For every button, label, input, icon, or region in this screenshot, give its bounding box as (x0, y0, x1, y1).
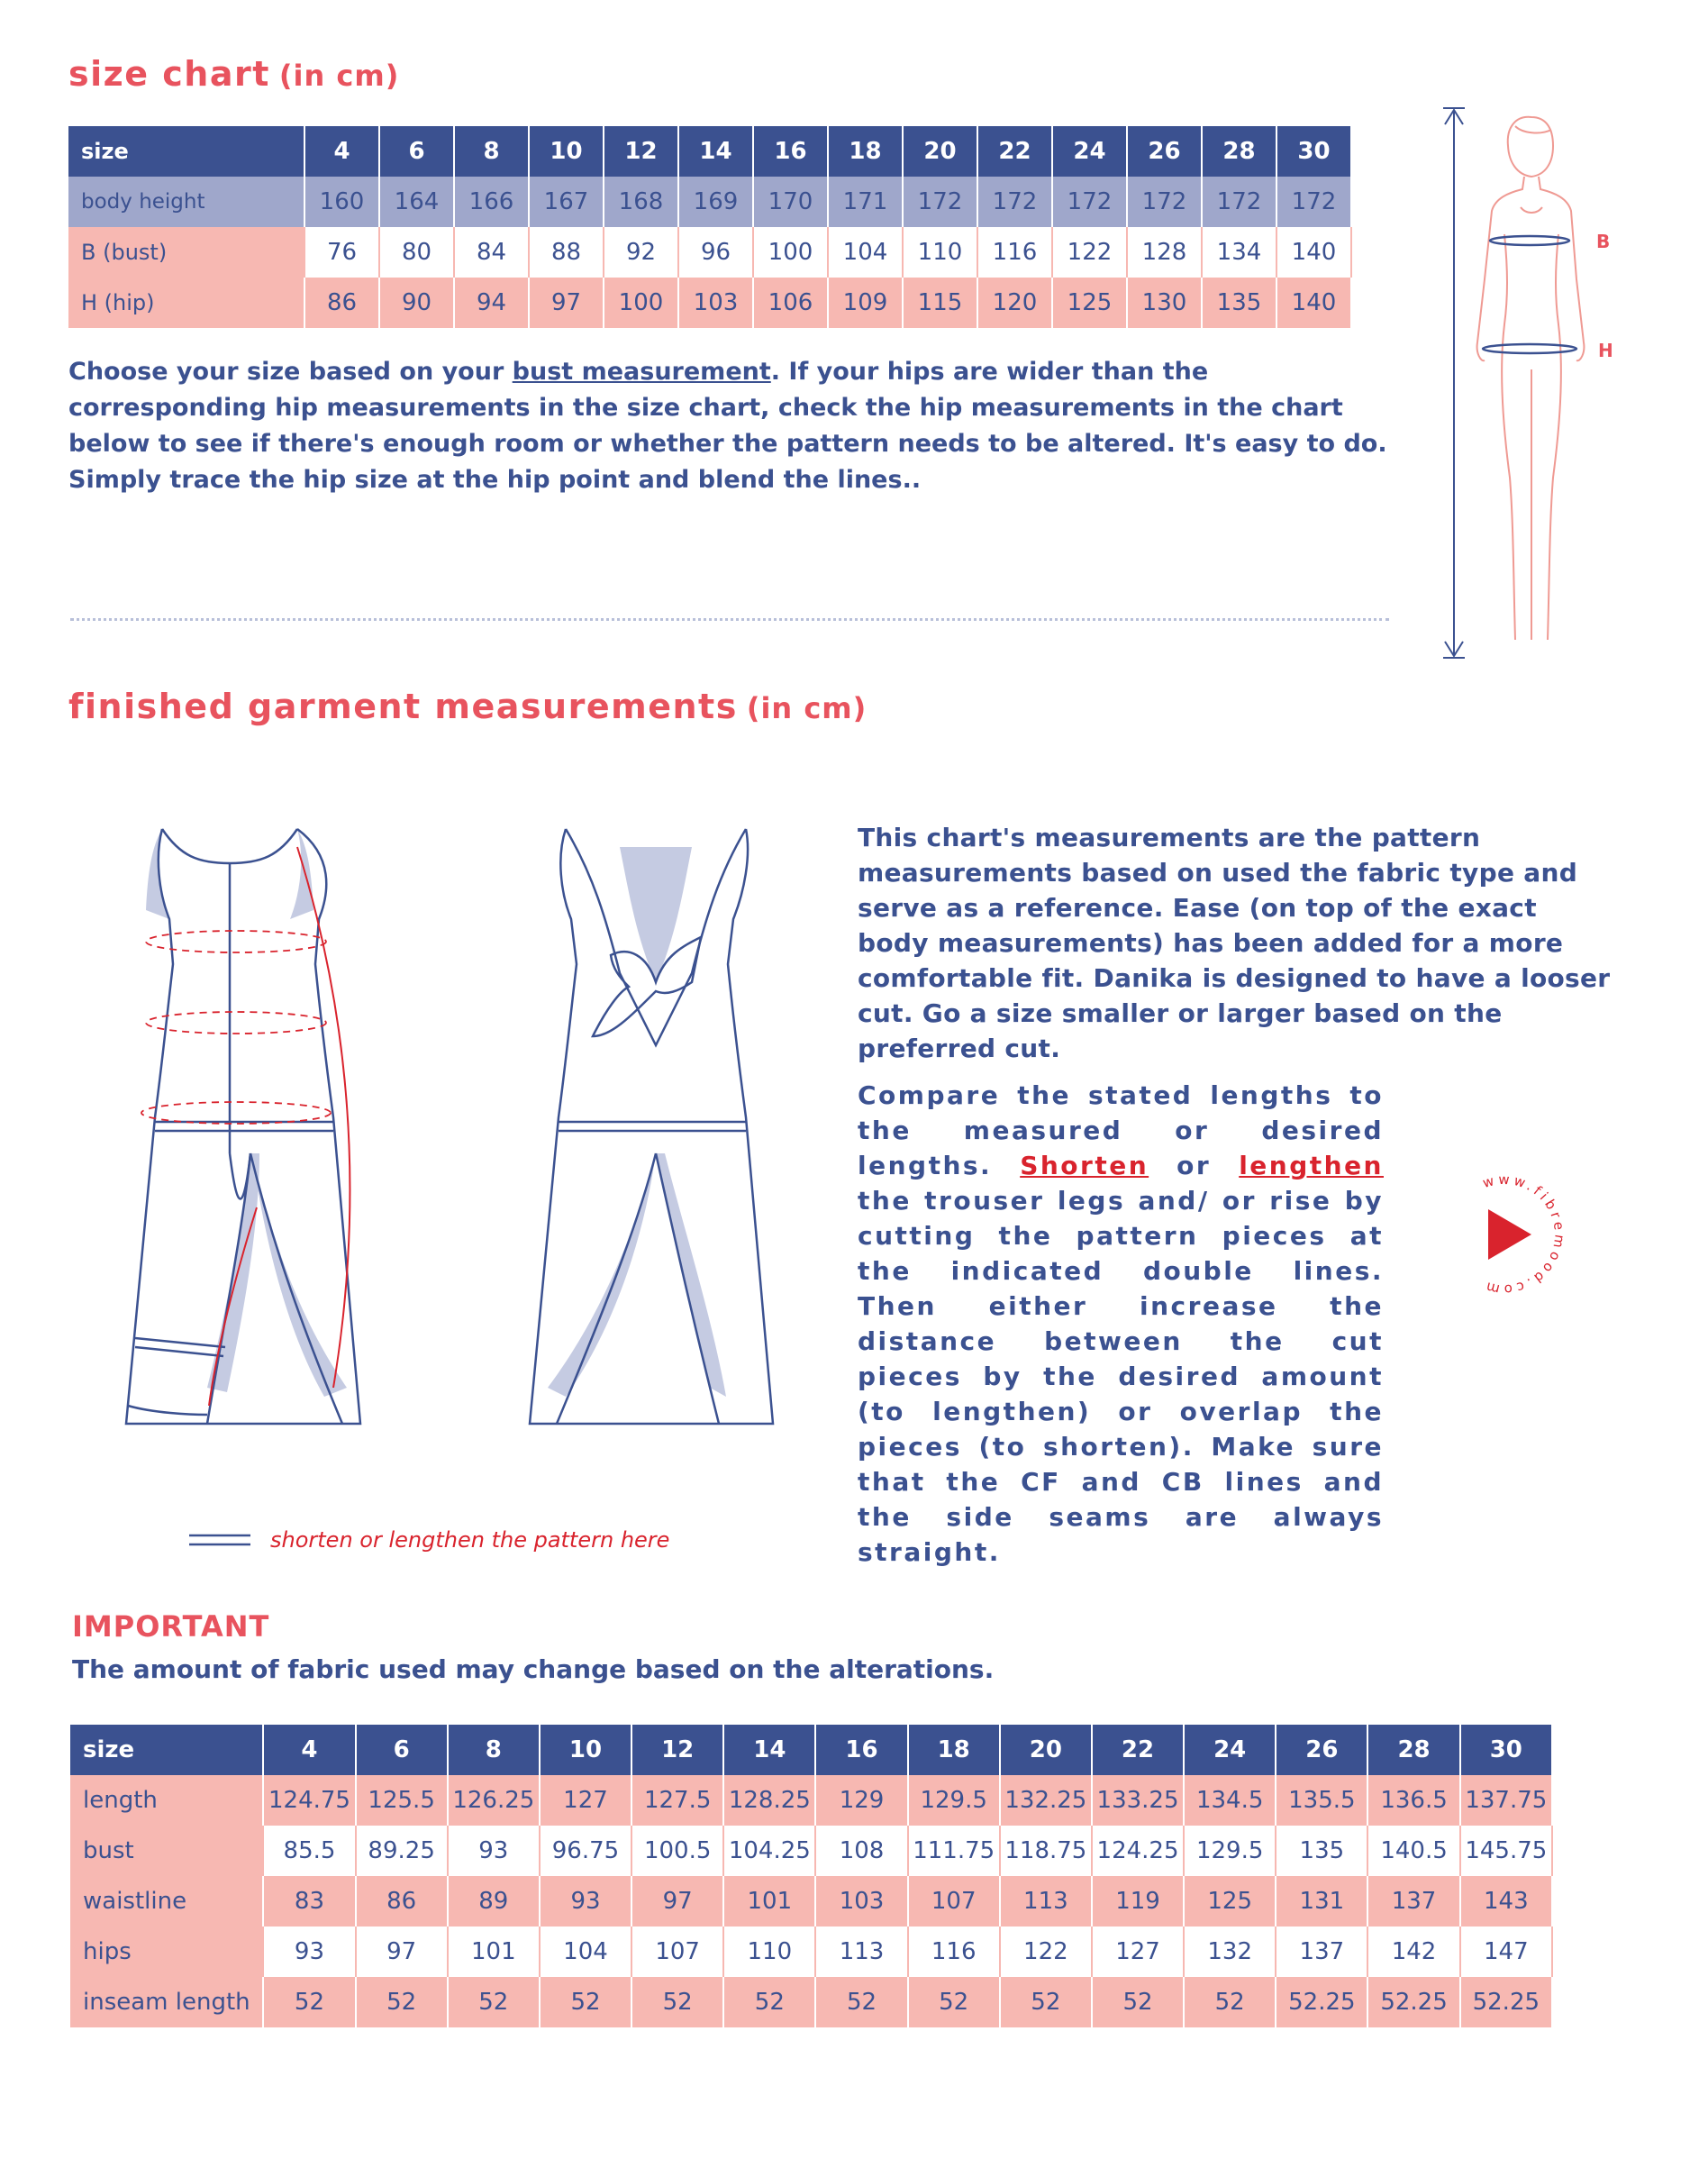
finished-unit: (in cm) (746, 691, 868, 725)
table-cell: 170 (753, 177, 828, 227)
table-cell: 129.5 (1184, 1826, 1276, 1876)
table-cell: 131 (1276, 1876, 1367, 1927)
size-header-cell: 6 (356, 1725, 448, 1775)
table-cell: 125 (1052, 278, 1127, 328)
size-header-cell: 28 (1202, 126, 1276, 177)
table-cell: 147 (1460, 1927, 1552, 1977)
size-chart-table (68, 126, 1352, 328)
table-cell: 127.5 (631, 1775, 723, 1826)
table-cell: 52 (815, 1977, 907, 2027)
body-figure (1432, 99, 1631, 667)
size-header-cell: 18 (828, 126, 903, 177)
table-cell: 104.25 (723, 1826, 815, 1876)
table-cell: 100.5 (631, 1826, 723, 1876)
header-label: size (70, 1725, 263, 1775)
table-cell: 100 (753, 227, 828, 278)
size-header-cell: 20 (1000, 1725, 1092, 1775)
size-header-cell: 30 (1460, 1725, 1552, 1775)
size-header-cell: 26 (1276, 1725, 1367, 1775)
table-cell: 130 (1127, 278, 1202, 328)
table-cell: 137 (1367, 1876, 1459, 1927)
table-cell: 52 (1092, 1977, 1184, 2027)
table-cell: 92 (604, 227, 678, 278)
table-cell: 52 (631, 1977, 723, 2027)
size-header-cell: 16 (815, 1725, 907, 1775)
table-cell: 133.25 (1092, 1775, 1184, 1826)
table-cell: 137 (1276, 1927, 1367, 1977)
table-cell: 97 (356, 1927, 448, 1977)
table-cell: 122 (1052, 227, 1127, 278)
measure-lines (1483, 236, 1576, 353)
size-header-cell: 22 (977, 126, 1052, 177)
double-line-legend-icon (187, 1530, 252, 1552)
table-cell: 167 (529, 177, 604, 227)
table-cell: 113 (1000, 1876, 1092, 1927)
table-cell: 100 (604, 278, 678, 328)
important-note: The amount of fabric used may change based on the alterations. (72, 1654, 995, 1684)
table-cell: 132 (1184, 1927, 1276, 1977)
finished-title: finished garment measurements (in cm) (68, 687, 868, 726)
table-cell: 93 (448, 1826, 540, 1876)
row-label: hips (70, 1927, 263, 1977)
table-cell: 110 (723, 1927, 815, 1977)
size-header-cell: 30 (1276, 126, 1351, 177)
table-cell: 76 (304, 227, 379, 278)
table-cell: 120 (977, 278, 1052, 328)
table-cell: 52 (263, 1977, 355, 2027)
table-cell: 127 (1092, 1927, 1184, 1977)
table-cell: 118.75 (1000, 1826, 1092, 1876)
size-header-cell: 22 (1092, 1725, 1184, 1775)
table-cell: 125 (1184, 1876, 1276, 1927)
table-cell: 83 (263, 1876, 355, 1927)
bust-measurement-link: bust measurement (512, 358, 771, 386)
table-cell: 136.5 (1367, 1775, 1459, 1826)
table-cell: 143 (1460, 1876, 1552, 1927)
size-chart-title: size chart (in cm) (68, 54, 400, 94)
size-header-cell: 10 (529, 126, 604, 177)
table-cell: 107 (908, 1876, 1000, 1927)
size-header-cell: 8 (448, 1725, 540, 1775)
table-cell: 164 (379, 177, 454, 227)
table-cell: 172 (1276, 177, 1351, 227)
table-cell: 101 (448, 1927, 540, 1977)
table-cell: 88 (529, 227, 604, 278)
table-row (70, 1977, 1552, 2027)
table-cell: 116 (977, 227, 1052, 278)
table-row (68, 227, 1351, 278)
table-cell: 93 (263, 1927, 355, 1977)
size-header-cell: 12 (631, 1725, 723, 1775)
table-cell: 132.25 (1000, 1775, 1092, 1826)
table-cell: 137.75 (1460, 1775, 1552, 1826)
shorten-link[interactable]: Shorten (1020, 1151, 1149, 1180)
size-header-cell: 26 (1127, 126, 1202, 177)
size-header-cell: 20 (903, 126, 977, 177)
table-row (70, 1927, 1552, 1977)
size-header-cell: 28 (1367, 1725, 1459, 1775)
alteration-paragraph: Compare the stated lengths to the measured or desired lengths. Shorten or lengthen the trouser legs and/ or rise by cutting the pattern pieces at the indicated double lines. Then either increase the distance between the cut pieces by the desired amount (to lengthen) or overlap the pieces (to shorten). Make sure that the CF and CB lines and the side seams are always straight. (858, 1080, 1384, 1567)
finished-paragraph: This chart's measurements are the pattern measurements based on used the fabric type and serve as a reference. Ease (on top of the exact body measurements) has been added for a more comfortable fit. Danika is designed to have a looser cut. Go a size smaller or larger based on the preferred cut. (858, 823, 1611, 1063)
table-cell: 135.5 (1276, 1775, 1367, 1826)
bust-label: B (1596, 231, 1611, 252)
size-header-cell: 12 (604, 126, 678, 177)
table-cell: 52.25 (1276, 1977, 1367, 2027)
table-row (70, 1826, 1552, 1876)
row-label: bust (70, 1826, 263, 1876)
height-arrow (1443, 108, 1465, 658)
row-label: H (hip) (68, 278, 304, 328)
size-header-cell: 14 (678, 126, 753, 177)
table-cell: 128.25 (723, 1775, 815, 1826)
table-cell: 52.25 (1367, 1977, 1459, 2027)
table-cell: 108 (815, 1826, 907, 1876)
table-cell: 52 (448, 1977, 540, 2027)
size-header-cell: 16 (753, 126, 828, 177)
table-cell: 171 (828, 177, 903, 227)
table-cell: 168 (604, 177, 678, 227)
garment-measurements-table (70, 1725, 1553, 2027)
table-cell: 110 (903, 227, 977, 278)
legend-text: shorten or lengthen the pattern here (270, 1527, 670, 1553)
size-header-cell: 4 (304, 126, 379, 177)
table-cell: 96.75 (540, 1826, 631, 1876)
table-cell: 145.75 (1460, 1826, 1552, 1876)
intro-paragraph: Choose your size based on your bust measurement. If your hips are wider than the corresponding hip measurements in the size chart, check the hip measurements in the chart below to see if there's enough room or whether the pattern needs to be altered. It's easy to do. Simply trace the hip size at the hip point and blend the lines.. (68, 358, 1387, 494)
table-cell: 89 (448, 1876, 540, 1927)
table-cell: 128 (1127, 227, 1202, 278)
table-cell: 140 (1276, 278, 1351, 328)
table-cell: 122 (1000, 1927, 1092, 1977)
size-header-cell: 8 (454, 126, 529, 177)
lengthen-link[interactable]: lengthen (1239, 1151, 1384, 1180)
badge-url: www.fibremood.com (1480, 1171, 1568, 1298)
table-cell: 113 (815, 1927, 907, 1977)
table-cell: 80 (379, 227, 454, 278)
table-cell: 52 (1000, 1977, 1092, 2027)
table-cell: 103 (815, 1876, 907, 1927)
table-cell: 124.25 (1092, 1826, 1184, 1876)
table-row (70, 1775, 1552, 1826)
table-cell: 90 (379, 278, 454, 328)
table-row (68, 177, 1351, 227)
table-cell: 104 (540, 1927, 631, 1977)
table-cell: 126.25 (448, 1775, 540, 1826)
section-divider (70, 618, 1389, 621)
header-label: size (68, 126, 304, 177)
table-cell: 52 (908, 1977, 1000, 2027)
size-header-cell: 10 (540, 1725, 631, 1775)
header-row (68, 126, 1351, 177)
table-cell: 97 (631, 1876, 723, 1927)
row-label: B (bust) (68, 227, 304, 278)
woman-outline (1477, 117, 1585, 640)
video-play-badge[interactable] (1432, 1162, 1576, 1307)
size-chart-unit: (in cm) (278, 59, 400, 93)
play-icon[interactable] (1488, 1209, 1531, 1260)
table-cell: 52 (540, 1977, 631, 2027)
size-header-cell: 14 (723, 1725, 815, 1775)
table-cell: 172 (1202, 177, 1276, 227)
row-label: length (70, 1775, 263, 1826)
important-heading: IMPORTANT (72, 1609, 270, 1644)
table-cell: 52 (1184, 1977, 1276, 2027)
table-cell: 124.75 (263, 1775, 355, 1826)
table-cell: 97 (529, 278, 604, 328)
size-header-cell: 18 (908, 1725, 1000, 1775)
table-cell: 129.5 (908, 1775, 1000, 1826)
table-cell: 86 (356, 1876, 448, 1927)
table-cell: 86 (304, 278, 379, 328)
table-cell: 129 (815, 1775, 907, 1826)
table-cell: 169 (678, 177, 753, 227)
table-cell: 109 (828, 278, 903, 328)
table-cell: 101 (723, 1876, 815, 1927)
table-cell: 116 (908, 1927, 1000, 1977)
size-header-cell: 24 (1052, 126, 1127, 177)
table-cell: 134.5 (1184, 1775, 1276, 1826)
table-cell: 106 (753, 278, 828, 328)
table-cell: 52.25 (1460, 1977, 1552, 2027)
table-cell: 172 (977, 177, 1052, 227)
table-cell: 140 (1276, 227, 1351, 278)
table-cell: 89.25 (356, 1826, 448, 1876)
table-cell: 127 (540, 1775, 631, 1826)
table-cell: 119 (1092, 1876, 1184, 1927)
table-cell: 107 (631, 1927, 723, 1977)
table-cell: 172 (1052, 177, 1127, 227)
row-label: waistline (70, 1876, 263, 1927)
table-cell: 96 (678, 227, 753, 278)
table-cell: 142 (1367, 1927, 1459, 1977)
size-header-cell: 6 (379, 126, 454, 177)
table-cell: 135 (1276, 1826, 1367, 1876)
jumpsuit-front-drawing (72, 811, 432, 1478)
table-cell: 104 (828, 227, 903, 278)
table-cell: 84 (454, 227, 529, 278)
jumpsuit-back-drawing (476, 811, 836, 1478)
table-row (70, 1876, 1552, 1927)
row-label: body height (68, 177, 304, 227)
table-row (68, 278, 1351, 328)
table-cell: 103 (678, 278, 753, 328)
table-cell: 94 (454, 278, 529, 328)
table-cell: 166 (454, 177, 529, 227)
table-cell: 115 (903, 278, 977, 328)
table-cell: 85.5 (263, 1826, 355, 1876)
table-cell: 140.5 (1367, 1826, 1459, 1876)
table-cell: 52 (356, 1977, 448, 2027)
table-cell: 135 (1202, 278, 1276, 328)
table-cell: 172 (903, 177, 977, 227)
table-cell: 160 (304, 177, 379, 227)
size-header-cell: 24 (1184, 1725, 1276, 1775)
hip-label: H (1598, 340, 1613, 361)
table-cell: 111.75 (908, 1826, 1000, 1876)
size-header-cell: 4 (263, 1725, 355, 1775)
table-cell: 172 (1127, 177, 1202, 227)
header-row (70, 1725, 1552, 1775)
table-cell: 134 (1202, 227, 1276, 278)
table-cell: 52 (723, 1977, 815, 2027)
row-label: inseam length (70, 1977, 263, 2027)
table-cell: 125.5 (356, 1775, 448, 1826)
table-cell: 93 (540, 1876, 631, 1927)
